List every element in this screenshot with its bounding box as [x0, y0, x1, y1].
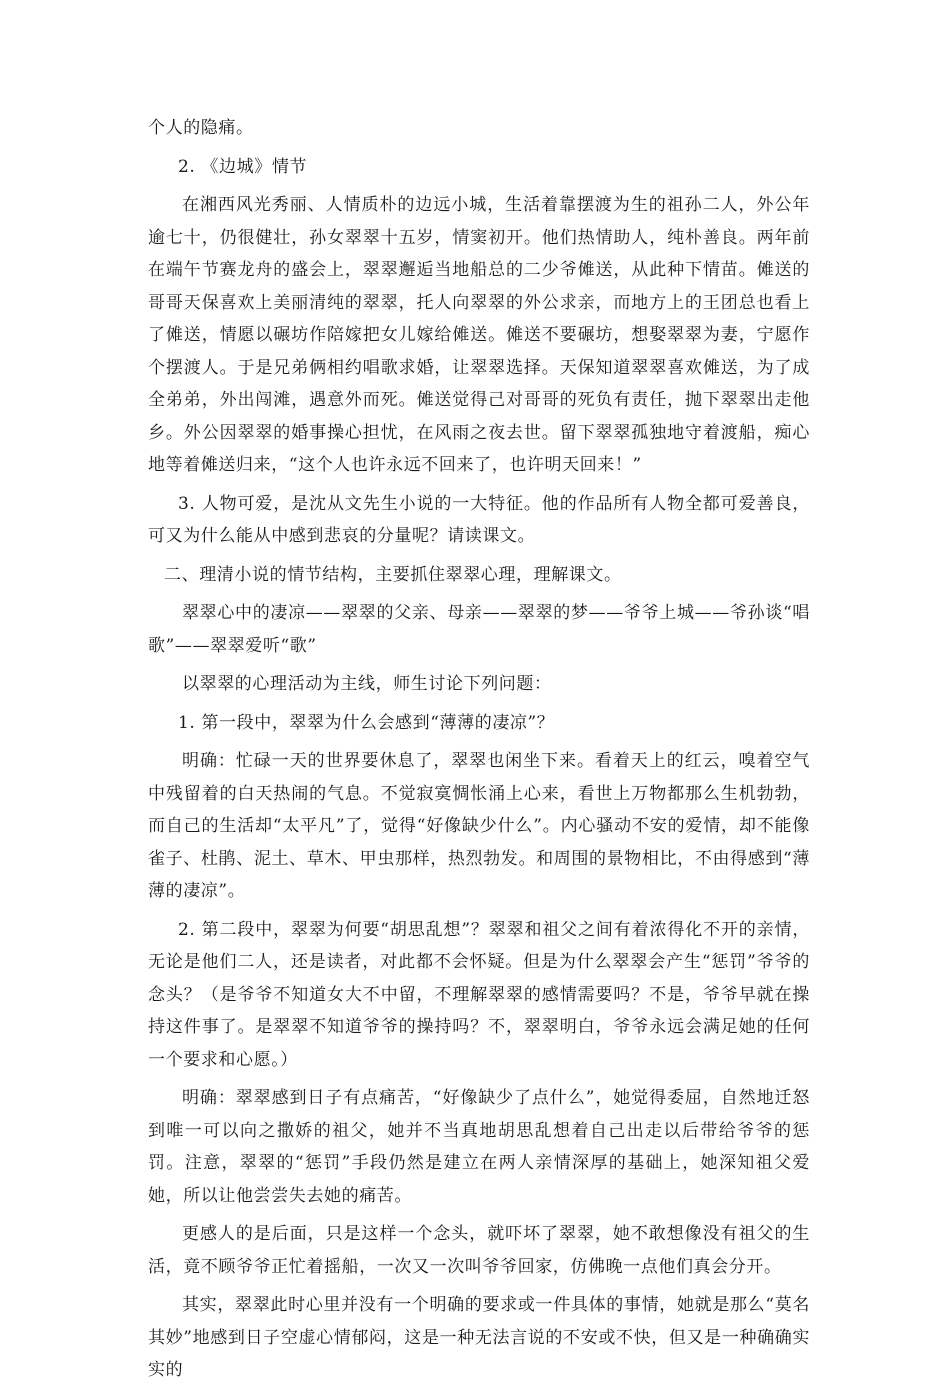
question-3: 3. 人物可爱，是沈从文先生小说的一大特征。他的作品所有人物全都可爱善良，可又为什么能从中感到悲哀的分量呢？请读课文。	[148, 493, 810, 546]
answer-1: 明确：忙碌一天的世界要休息了，翠翠也闲坐下来。看着天上的红云，嗅着空气中残留着的白天热闹的气息。不觉寂寞惆怅涌上心来，看世上万物都那么生机勃勃，而自己的生活却“太平凡”了，觉得“好像缺少什么”。内心骚动不安的爱情，却不能像雀子、杜鹃、泥土、草木、甲虫那样，热烈勃发。和周围的景物相比，不由得感到“薄薄的凄凉”。	[148, 751, 810, 901]
discussion-intro: 以翠翠的心理活动为主线，师生讨论下列问题：	[182, 674, 552, 694]
paragraph-plot-summary: 在湘西风光秀丽、人情质朴的边远小城，生活着靠摆渡为生的祖孙二人，外公年逾七十，仍很健壮，孙女翠翠十五岁，情窦初开。他们热情助人，纯朴善良。两年前在端午节赛龙舟的盛会上，翠翠邂逅当地船总的二少爷傩送，从此种下情苗。傩送的哥哥天保喜欢上美丽清纯的翠翠，托人向翠翠的外公求亲，而地方上的王团总也看上了傩送，情愿以碾坊作陪嫁把女儿嫁给傩送。傩送不要碾坊，想娶翠翠为妻，宁愿作个摆渡人。于是兄弟俩相约唱歌求婚，让翠翠选择。天保知道翠翠喜欢傩送，为了成全弟弟，外出闯滩，遇意外而死。傩送觉得己对哥哥的死负有责任，抛下翠翠出走他乡。外公因翠翠的婚事操心担忧，在风雨之夜去世。留下翠翠孤独地守着渡船，痴心地等着傩送归来，“这个人也许永远不回来了，也许明天回来！”	[148, 195, 810, 475]
paragraph-in-fact: 其实，翠翠此时心里并没有一个明确的要求或一件具体的事情，她就是那么“莫名其妙”地感到日子空虚心情郁闷，这是一种无法言说的不安或不快，但又是一种确确实实的	[148, 1295, 810, 1380]
question-1: 1. 第一段中，翠翠为什么会感到“薄薄的凄凉”？	[178, 712, 555, 733]
section-heading-plot: 2. 《边城》情节	[178, 156, 308, 177]
paragraph-more-moving: 更感人的是后面，只是这样一个念头，就吓坏了翠翠，她不敢想像没有祖父的生活，竟不顾爷爷正忙着摇船，一次又一次叫爷爷回家，仿佛晚一点他们真会分开。	[148, 1224, 810, 1277]
plot-outline: 翠翠心中的凄凉——翠翠的父亲、母亲——翠翠的梦——爷爷上城——爷孙谈“唱歌”——翠翠爱听“歌”	[148, 603, 810, 656]
answer-2: 明确：翠翠感到日子有点痛苦，“好像缺少了点什么”，她觉得委屈，自然地迁怒到唯一可以向之撒娇的祖父，她并不当真地胡思乱想着自己出走以后带给爷爷的惩罚。注意，翠翠的“惩罚”手段仍然是建立在两人亲情深厚的基础上，她深知祖父爱她，所以让他尝尝失去她的痛苦。	[148, 1088, 810, 1206]
paragraph-continuation: 个人的隐痛。	[148, 118, 254, 138]
section-heading-structure: 二、理清小说的情节结构，主要抓住翠翠心理，理解课文。	[164, 564, 622, 585]
question-2: 2. 第二段中，翠翠为何要“胡思乱想”？翠翠和祖父之间有着浓得化不开的亲情，无论是他们二人，还是读者，对此都不会怀疑。但是为什么翠翠会产生“惩罚”爷爷的念头？（是爷爷不知道女大不中留，不理解翠翠的感情需要吗？不是，爷爷早就在操持这件事了。是翠翠不知道爷爷的操持吗？不，翠翠明白，爷爷永远会满足她的任何一个要求和心愿。）	[148, 919, 810, 1070]
